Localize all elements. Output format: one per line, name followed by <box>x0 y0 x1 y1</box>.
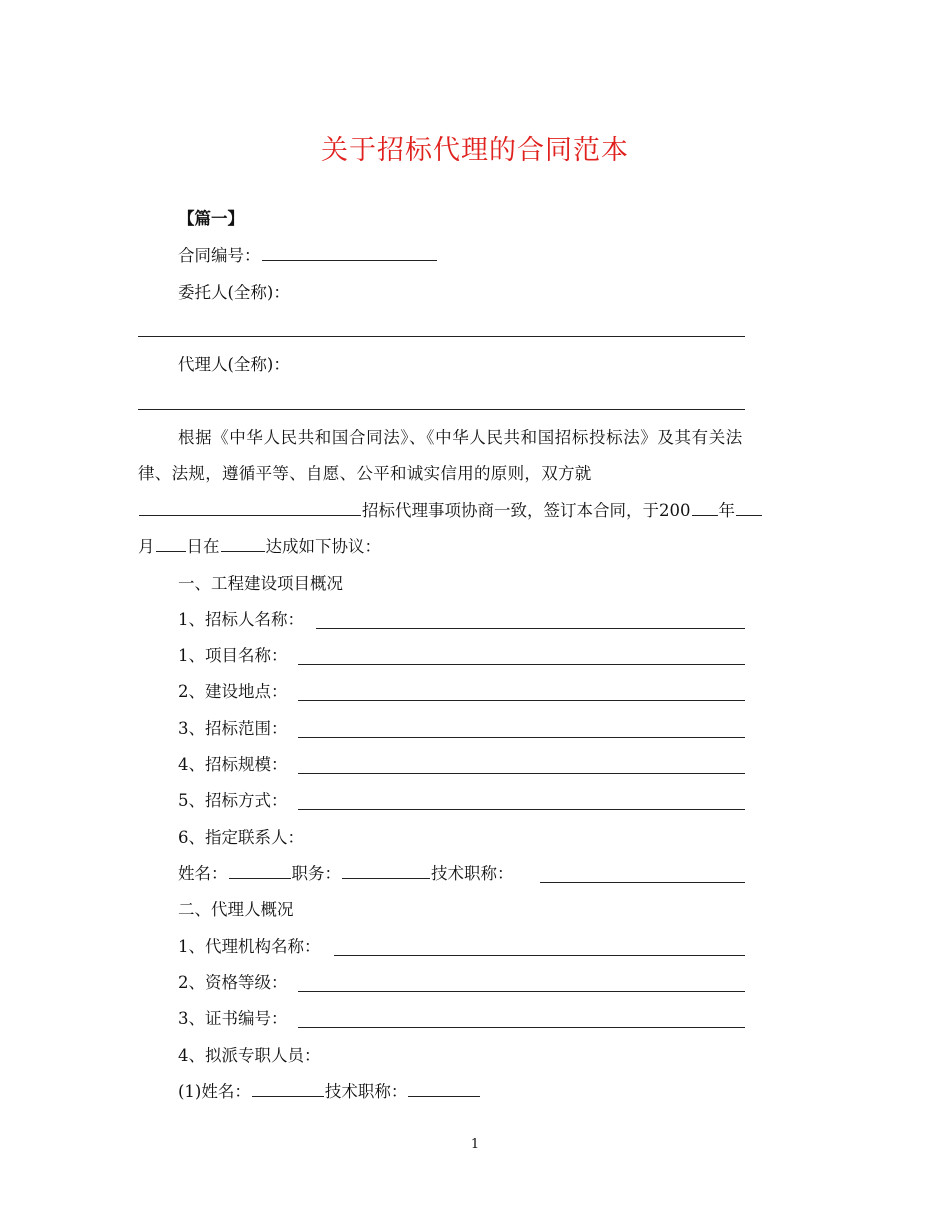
paragraph-line-1: 根据《中华人民共和国合同法》、《中华人民共和国招标投标法》及其有关法 <box>178 428 743 447</box>
page-number: 1 <box>470 1137 480 1152</box>
month-blank[interactable] <box>156 536 186 552</box>
agency-name-label: 1、代理机构名称： <box>178 937 321 956</box>
contact-name-blank[interactable] <box>229 863 291 879</box>
staff-heading: 4、拟派专职人员： <box>178 1046 321 1065</box>
paragraph-line-4-text-a: 月 <box>138 537 155 556</box>
principal-blank[interactable] <box>138 336 745 337</box>
agent-label: 代理人(全称)： <box>178 355 290 374</box>
staff-1-title-blank[interactable] <box>408 1081 480 1097</box>
tender-scope-blank[interactable] <box>298 737 745 738</box>
paragraph-line-2: 律、法规，遵循平等、自愿、公平和诚实信用的原则，双方就 <box>138 464 592 483</box>
staff-1-row <box>178 1081 481 1103</box>
tender-method-label: 5、招标方式： <box>178 791 288 810</box>
contact-position-blank[interactable] <box>342 863 430 879</box>
contact-row <box>178 863 514 885</box>
certificate-label: 3、证书编号： <box>178 1009 288 1028</box>
staff-1-name-blank[interactable] <box>252 1081 324 1097</box>
place-blank[interactable] <box>221 536 265 552</box>
contact-position-label: 职务： <box>291 864 341 883</box>
section-1-heading: 一、工程建设项目概况 <box>178 574 343 593</box>
agency-name-blank[interactable] <box>334 955 745 956</box>
qualification-blank[interactable] <box>298 991 745 992</box>
tenderer-name-label: 1、招标人名称： <box>178 610 304 629</box>
contract-number-label: 合同编号： <box>178 246 261 265</box>
tender-scale-label: 4、招标规模： <box>178 755 288 774</box>
contact-heading: 6、指定联系人： <box>178 828 304 847</box>
contact-title-label: 技术职称： <box>431 864 514 883</box>
paragraph-line-4 <box>138 536 381 558</box>
section-tag: 【篇一】 <box>178 209 244 228</box>
staff-1-name-label: (1)姓名： <box>178 1082 251 1101</box>
project-name-blank[interactable] <box>139 500 361 516</box>
tender-method-blank[interactable] <box>298 809 745 810</box>
agent-blank[interactable] <box>138 409 745 410</box>
paragraph-line-3 <box>138 500 763 522</box>
contact-name-label: 姓名： <box>178 864 228 883</box>
year-blank[interactable] <box>692 500 718 516</box>
contract-number-row <box>178 245 438 267</box>
paragraph-line-4-text-c: 达成如下协议： <box>265 537 381 556</box>
contract-number-blank[interactable] <box>262 245 437 261</box>
project-name-label: 1、项目名称： <box>178 646 288 665</box>
section-2-heading: 二、代理人概况 <box>178 900 294 919</box>
contact-title-blank[interactable] <box>540 882 745 883</box>
tender-scope-label: 3、招标范围： <box>178 719 288 738</box>
tender-scale-blank[interactable] <box>298 773 745 774</box>
tenderer-name-blank[interactable] <box>316 628 745 629</box>
staff-1-title-label: 技术职称： <box>324 1082 408 1101</box>
month-blank-end[interactable] <box>736 500 762 516</box>
paragraph-line-3-text-a: 招标代理事项协商一致，签订本合同，于200 <box>362 501 691 520</box>
qualification-label: 2、资格等级： <box>178 973 288 992</box>
paragraph-line-4-text-b: 日在 <box>186 537 220 556</box>
principal-label: 委托人(全称)： <box>178 283 290 302</box>
construction-site-label: 2、建设地点： <box>178 682 288 701</box>
project-name-field-blank[interactable] <box>298 664 745 665</box>
paragraph-line-3-text-b: 年 <box>718 501 735 520</box>
construction-site-blank[interactable] <box>298 700 745 701</box>
certificate-blank[interactable] <box>298 1027 745 1028</box>
document-title: 关于招标代理的合同范本 <box>321 135 629 166</box>
